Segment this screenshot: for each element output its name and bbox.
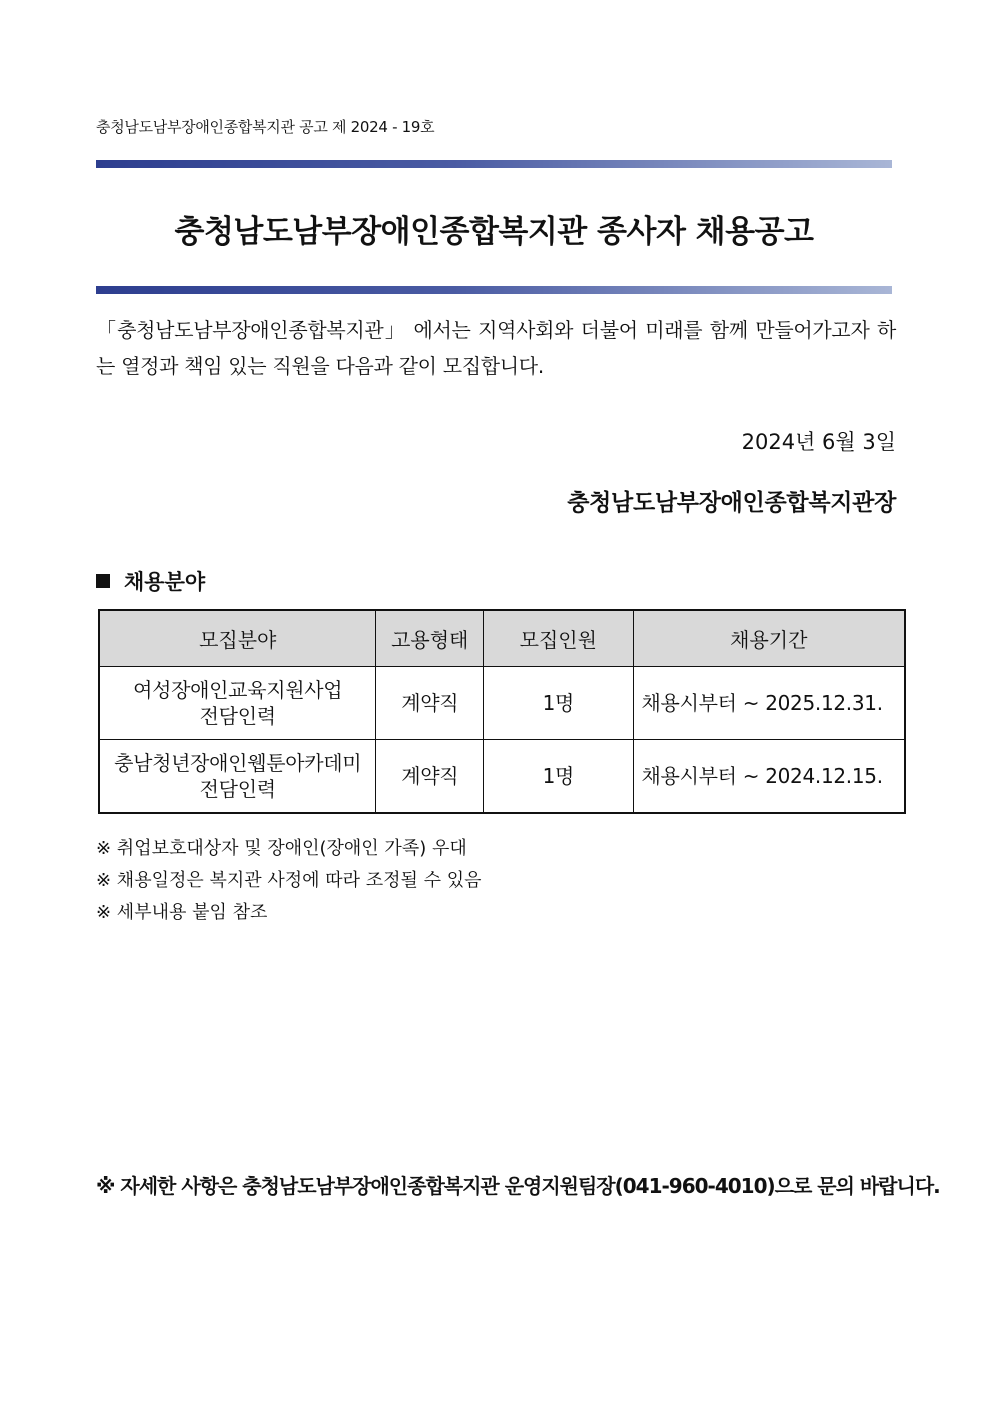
header-field: 모집분야: [99, 610, 376, 667]
field-line1: 여성장애인교육지원사업: [133, 678, 343, 702]
note-item: ※ 세부내용 붙임 참조: [96, 902, 268, 923]
count-cell: 1명: [484, 740, 633, 814]
issuer-name: 충청남도남부장애인종합복지관장: [567, 490, 896, 516]
notice-number: 충청남도남부장애인종합복지관 공고 제 2024 - 19호: [96, 118, 435, 136]
note-item: ※ 취업보호대상자 및 장애인(장애인 가족) 우대: [96, 838, 467, 859]
page-title: 충청남도남부장애인종합복지관 종사자 채용공고: [174, 214, 814, 250]
square-bullet-icon: [96, 574, 110, 588]
table-row: [99, 667, 905, 740]
header-count: 모집인원: [484, 610, 633, 667]
intro-paragraph: 「충청남도남부장애인종합복지관」 에서는 지역사회와 더불어 미래를 함께 만들어가고자 하는 열정과 책임 있는 직원을 다음과 같이 모집합니다.: [96, 318, 896, 378]
header-rule-bottom: [96, 286, 892, 294]
period-cell: 채용시부터 ~ 2025.12.31.: [633, 667, 905, 740]
note-item: ※ 채용일정은 복지관 사정에 따라 조정될 수 있음: [96, 870, 482, 891]
field-line1: 충남청년장애인웹툰아카데미: [114, 751, 362, 775]
field-line2: 전담인력: [199, 704, 276, 728]
table-row: [99, 740, 905, 814]
type-cell: 계약직: [376, 667, 484, 740]
recruitment-table: [98, 609, 906, 814]
notice-date: 2024년 6월 3일: [741, 430, 896, 454]
header-rule-top: [96, 160, 892, 168]
count-cell: 1명: [484, 667, 633, 740]
header-type: 고용형태: [376, 610, 484, 667]
header-period: 채용기간: [633, 610, 905, 667]
period-cell: 채용시부터 ~ 2024.12.15.: [633, 740, 905, 814]
notes-list: [96, 833, 482, 929]
section-title: 채용분야: [124, 570, 206, 594]
type-cell: 계약직: [376, 740, 484, 814]
section-heading: [96, 566, 205, 596]
field-cell: [99, 667, 376, 740]
field-line2: 전담인력: [199, 777, 276, 801]
table-header-row: [99, 610, 905, 667]
field-cell: [99, 740, 376, 814]
contact-notice: ※ 자세한 사항은 충청남도남부장애인종합복지관 운영지원팀장(041-960-4010)으로 문의 바랍니다.: [96, 1174, 940, 1198]
